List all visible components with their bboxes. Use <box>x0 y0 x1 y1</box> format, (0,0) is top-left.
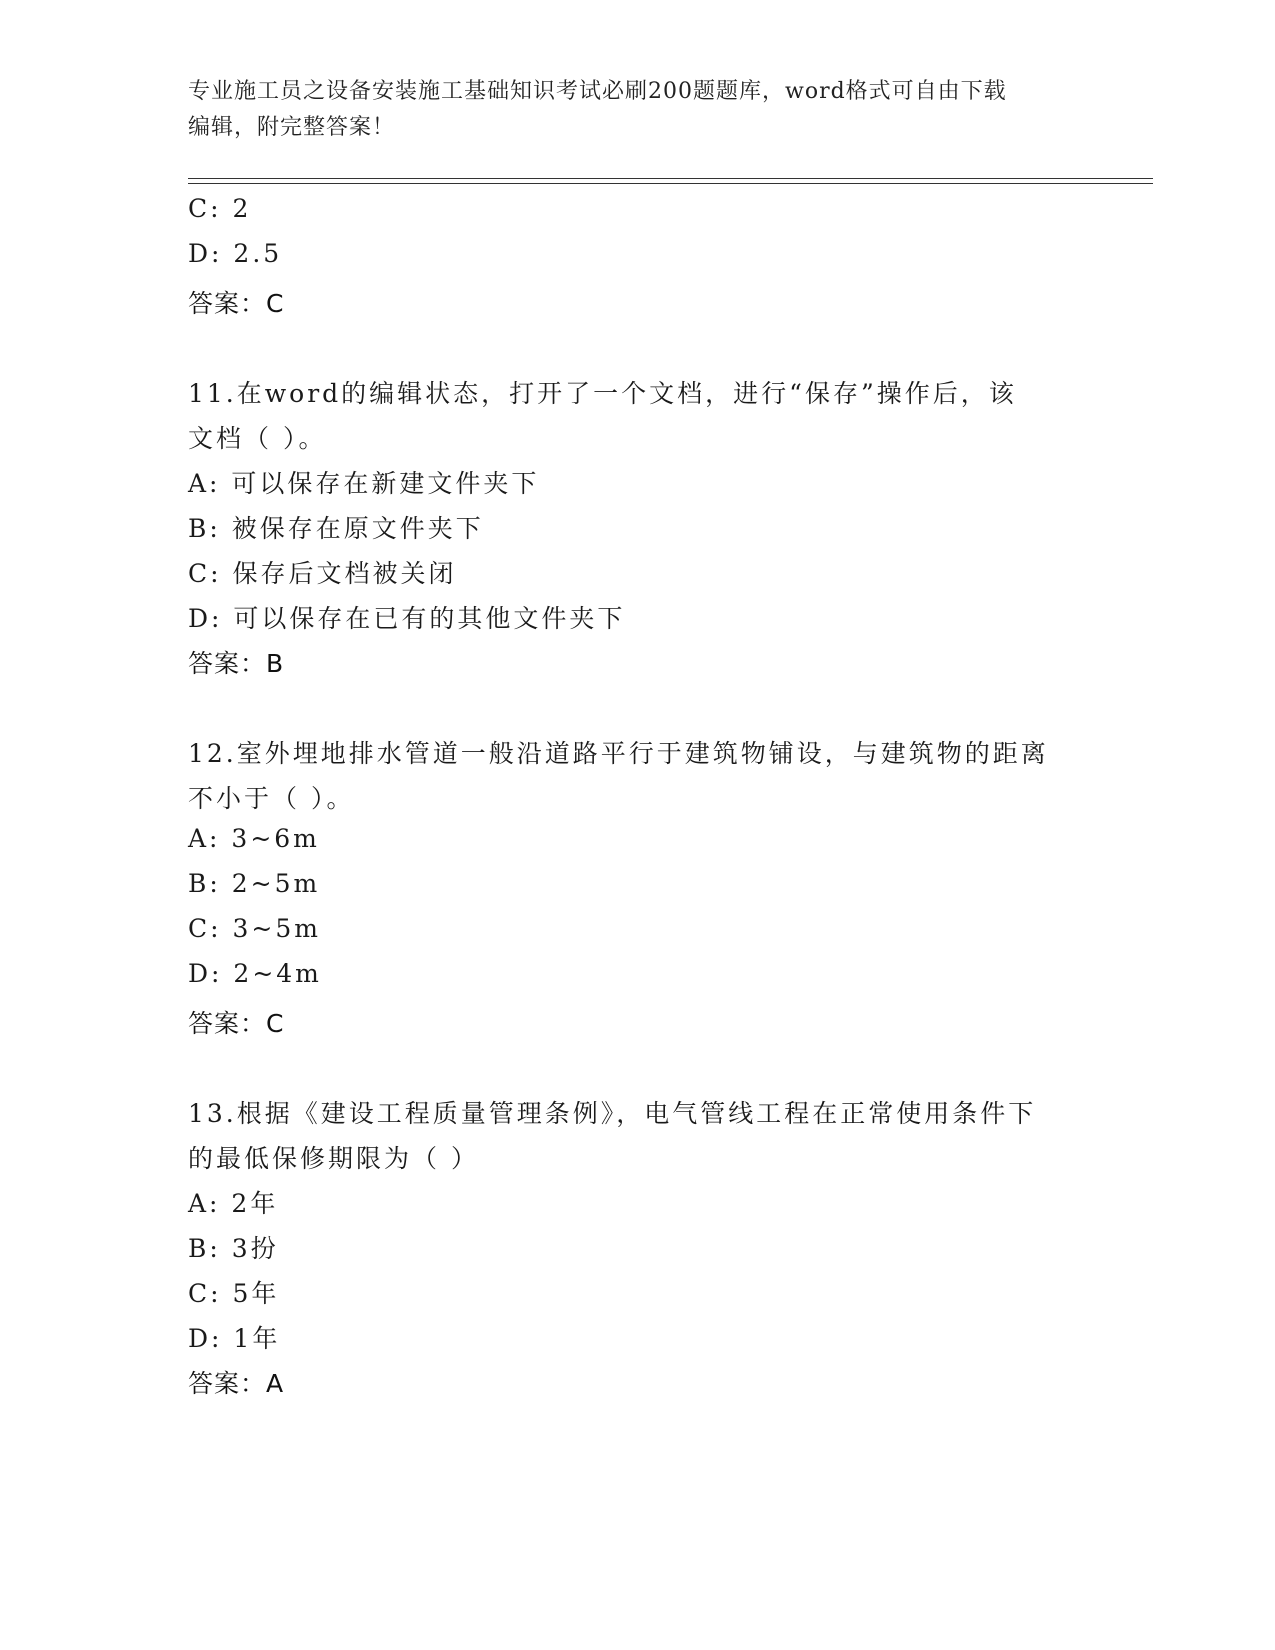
question-stem: 13.根据《建设工程质量管理条例》，电气管线工程在正常使用条件下 <box>188 1099 1037 1128</box>
option-b: B: 3扮 <box>188 1234 279 1263</box>
question-stem: 12.室外埋地排水管道一般沿道路平行于建筑物铺设，与建筑物的距离 <box>188 739 1049 768</box>
option-d: D: 2~4m <box>188 959 322 988</box>
question-stem-continued: 不小于（ ）。 <box>188 784 355 813</box>
document-header <box>188 74 1068 146</box>
header-divider-bottom <box>188 183 1153 184</box>
answer-label: 答案：C <box>188 1009 285 1038</box>
answer-label: 答案：B <box>188 649 285 678</box>
option-c: C: 2 <box>188 194 252 223</box>
question-stem-continued: 文档（ ）。 <box>188 424 327 453</box>
header-divider-top <box>188 178 1153 179</box>
option-d: D: 可以保存在已有的其他文件夹下 <box>188 604 626 633</box>
answer-label: 答案：A <box>188 1369 285 1398</box>
question-stem-continued: 的最低保修期限为（ ） <box>188 1144 479 1173</box>
option-b: B: 2~5m <box>188 869 321 898</box>
option-d: D: 1年 <box>188 1324 281 1353</box>
header-line-1: 专业施工员之设备安装施工基础知识考试必刷200题题库，word格式可自由下载 <box>188 79 1007 104</box>
option-d: D: 2.5 <box>188 239 283 268</box>
option-c: C: 3~5m <box>188 914 321 943</box>
option-b: B: 被保存在原文件夹下 <box>188 514 484 543</box>
header-line-2: 编辑，附完整答案！ <box>188 115 396 140</box>
option-a: A: 可以保存在新建文件夹下 <box>188 469 540 498</box>
question-stem: 11.在word的编辑状态，打开了一个文档，进行“保存”操作后，该 <box>188 379 1017 408</box>
option-c: C: 保存后文档被关闭 <box>188 559 457 588</box>
answer-label: 答案：C <box>188 289 285 318</box>
option-a: A: 2年 <box>188 1189 279 1218</box>
option-c: C: 5年 <box>188 1279 280 1308</box>
option-a: A: 3~6m <box>188 824 320 853</box>
